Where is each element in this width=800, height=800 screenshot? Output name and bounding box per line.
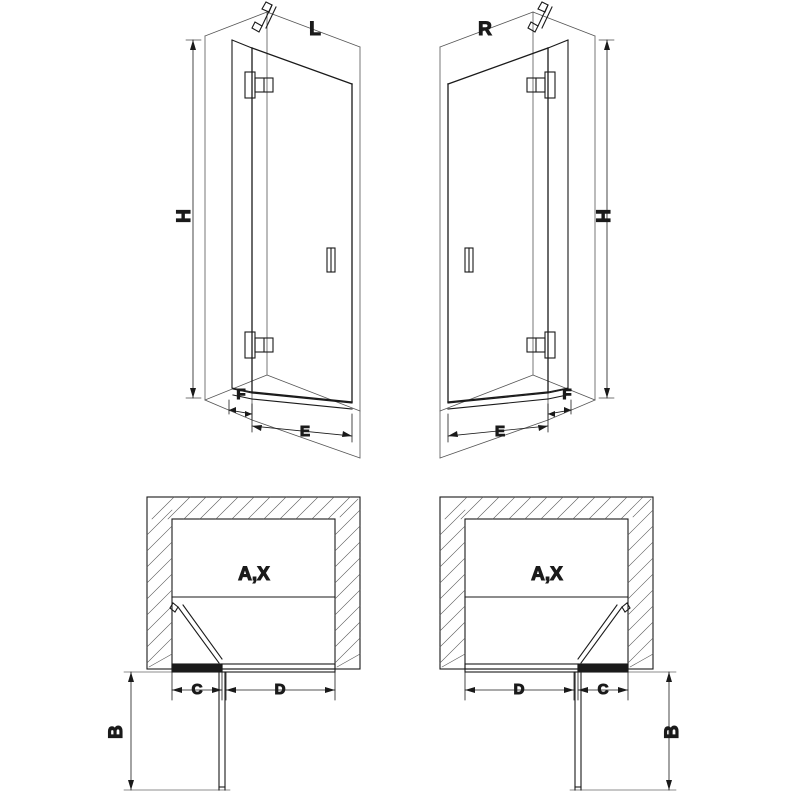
right-elevation-fixed-label: F bbox=[562, 386, 572, 403]
right-plan-side-label: B bbox=[662, 725, 683, 739]
right-variant-label: R bbox=[478, 19, 492, 40]
left-plan-fixed-label: C bbox=[191, 680, 203, 698]
left-plan-door-label: D bbox=[274, 680, 286, 698]
right-plan-door-label: D bbox=[513, 680, 525, 698]
left-elevation-fixed-label: F bbox=[236, 386, 246, 403]
right-elevation-view bbox=[440, 2, 615, 458]
left-plan-view bbox=[106, 497, 360, 790]
right-plan-view bbox=[440, 497, 683, 790]
left-elevation-view bbox=[174, 2, 360, 458]
right-plan-depth-label: A,X bbox=[531, 564, 563, 585]
left-variant-label: L bbox=[309, 19, 321, 40]
right-elevation-door-label: E bbox=[494, 423, 506, 440]
left-elevation-height-label: H bbox=[174, 209, 195, 223]
left-plan-depth-label: A,X bbox=[238, 564, 270, 585]
left-elevation-door-label: E bbox=[299, 423, 311, 440]
left-plan-side-label: B bbox=[106, 725, 127, 739]
right-elevation-height-label: H bbox=[594, 209, 615, 223]
right-plan-fixed-label: C bbox=[597, 680, 609, 698]
